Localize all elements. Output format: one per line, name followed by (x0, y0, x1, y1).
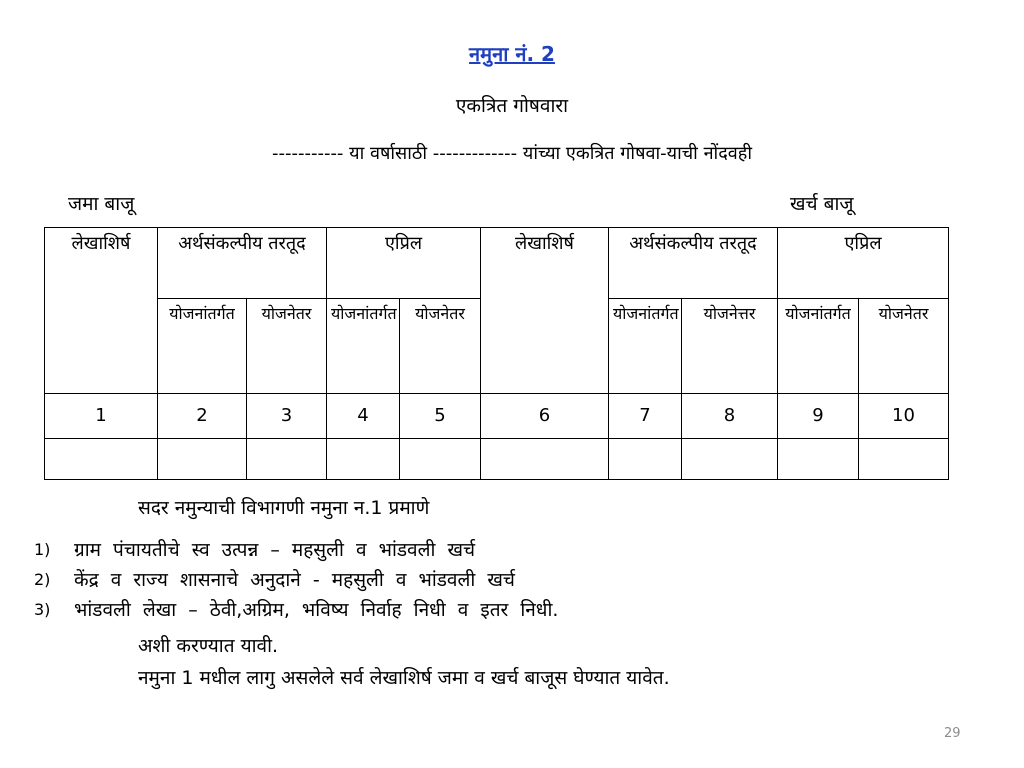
list-item-number: 2) (34, 569, 51, 589)
column-number-cell: 6 (481, 394, 609, 439)
column-number-cell: 9 (778, 394, 859, 439)
consolidated-summary-table (44, 227, 949, 480)
subheader-cell-plan: योजनांतर्गत (158, 299, 247, 394)
register-heading: ----------- या वर्षासाठी ------------- यांच्या एकत्रित गोषवा-याची नोंदवही (271, 143, 753, 164)
subheader-cell-plan: योजनांतर्गत (327, 299, 400, 394)
table-empty-row (45, 439, 949, 480)
receipts-side-label: जमा बाजू (68, 193, 135, 215)
column-number-cell: 3 (247, 394, 327, 439)
column-number-cell: 10 (859, 394, 949, 439)
instruction-line: अशी करण्यात यावी. (138, 635, 279, 657)
subheader-cell-non-plan: योजनेत्तर (682, 299, 778, 394)
empty-cell (158, 439, 247, 480)
list-item-number: 1) (34, 539, 51, 559)
subheader-cell-non-plan: योजनेतर (247, 299, 327, 394)
subheader-cell-plan: योजनांतर्गत (778, 299, 859, 394)
page-title-text: नमुना नं. 2 (469, 42, 555, 66)
empty-cell (609, 439, 682, 480)
list-item (34, 534, 558, 564)
table-header-row (45, 228, 949, 299)
table-column-number-row (45, 394, 949, 439)
list-item (34, 564, 558, 594)
column-number-cell: 5 (400, 394, 481, 439)
list-item-text: ग्राम पंचायतीचे स्व उत्पन्न – महसुली व भांडवली खर्च (74, 539, 476, 561)
header-cell-april: एप्रिल (327, 228, 481, 299)
header-cell-budget-provision: अर्थसंकल्पीय तरतूद (158, 228, 327, 299)
empty-cell (327, 439, 400, 480)
header-cell-april: एप्रिल (778, 228, 949, 299)
subheader-cell-non-plan: योजनेतर (400, 299, 481, 394)
list-item (34, 594, 558, 624)
empty-cell (778, 439, 859, 480)
instruction-line-account-heads: नमुना 1 मधील लागु असलेले सर्व लेखाशिर्ष जमा व खर्च बाजूस घेण्यात यावेत. (138, 667, 670, 689)
header-cell-budget-provision: अर्थसंकल्पीय तरतूद (609, 228, 778, 299)
column-number-cell: 2 (158, 394, 247, 439)
page-title (0, 40, 1024, 67)
empty-cell (247, 439, 327, 480)
column-number-cell: 7 (609, 394, 682, 439)
subheader-cell-non-plan: योजनेतर (859, 299, 949, 394)
empty-cell (682, 439, 778, 480)
header-cell-account-head: लेखाशिर्ष (481, 228, 609, 394)
division-note: सदर नमुन्याची विभागणी नमुना न.1 प्रमाणे (138, 497, 430, 519)
column-number-cell: 1 (45, 394, 158, 439)
header-cell-account-head: लेखाशिर्ष (45, 228, 158, 394)
empty-cell (400, 439, 481, 480)
list-item-text: केंद्र व राज्य शासनाचे अनुदाने - महसुली व भांडवली खर्च (74, 569, 515, 591)
list-item-number: 3) (34, 599, 51, 619)
fund-category-list (34, 534, 558, 624)
column-number-cell: 8 (682, 394, 778, 439)
expenditure-side-label: खर्च बाजू (790, 193, 854, 215)
page-subtitle: एकत्रित गोषवारा (455, 95, 569, 117)
empty-cell (45, 439, 158, 480)
empty-cell (859, 439, 949, 480)
subheader-cell-plan: योजनांतर्गत (609, 299, 682, 394)
empty-cell (481, 439, 609, 480)
list-item-text: भांडवली लेखा – ठेवी,अग्रिम, भविष्य निर्वाह निधी व इतर निधी. (74, 599, 559, 621)
column-number-cell: 4 (327, 394, 400, 439)
slide-page-number: 29 (944, 726, 961, 741)
